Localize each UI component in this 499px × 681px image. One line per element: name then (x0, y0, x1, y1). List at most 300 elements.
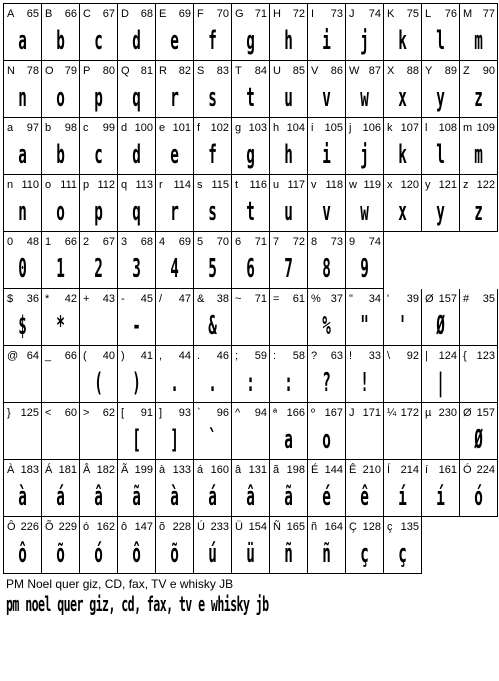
character-code: 133 (172, 464, 191, 476)
glyph-sample: % (322, 311, 331, 341)
glyph-sample: $ (18, 311, 27, 341)
character-label: ^ (235, 407, 241, 419)
glyph-sample: x (398, 197, 407, 227)
glyph-sample: á (208, 482, 217, 512)
glyph-cell (156, 289, 194, 346)
glyph-sample (392, 368, 412, 398)
glyph-header (311, 293, 343, 306)
glyph-cell (194, 460, 232, 517)
glyph-header (387, 464, 419, 477)
glyph-header (311, 407, 343, 420)
glyph-sample (392, 425, 412, 455)
character-label: N (7, 65, 15, 77)
character-code: 228 (172, 521, 191, 533)
glyph-sample: ã (132, 482, 141, 512)
glyph-sample (240, 425, 260, 455)
character-code: 120 (400, 179, 419, 191)
character-code: 108 (438, 122, 457, 134)
glyph-cell (270, 175, 308, 232)
glyph-cell (4, 346, 42, 403)
glyph-sample: v (322, 83, 331, 113)
glyph-cell (118, 460, 156, 517)
glyph-header (197, 464, 229, 477)
character-label: T (235, 65, 242, 77)
glyph-sample: 9 (360, 254, 369, 284)
glyph-cell (308, 460, 346, 517)
glyph-header (45, 65, 77, 78)
character-label: A (7, 8, 15, 20)
glyph-sample: á (56, 482, 65, 512)
glyph-row (4, 346, 498, 403)
character-label: m (463, 122, 473, 134)
glyph-cell (270, 118, 308, 175)
character-code: 71 (254, 293, 267, 305)
character-label: / (159, 293, 163, 305)
character-label: W (349, 65, 360, 77)
character-code: 74 (368, 236, 381, 248)
character-code: 122 (476, 179, 495, 191)
glyph-cell (460, 118, 498, 175)
glyph-header (197, 407, 229, 420)
glyph-cell (308, 118, 346, 175)
glyph-sample: p (94, 83, 103, 113)
character-label: á (197, 464, 204, 476)
glyph-header (121, 464, 153, 477)
glyph-cell (80, 460, 118, 517)
glyph-cell (4, 175, 42, 232)
glyph-header (311, 350, 343, 363)
character-label: 8 (311, 236, 318, 248)
glyph-header (425, 179, 457, 192)
character-code: 58 (292, 350, 305, 362)
character-label: ' (387, 293, 390, 305)
glyph-cell (194, 4, 232, 61)
character-label: | (425, 350, 428, 362)
glyph-cell (346, 289, 384, 346)
character-code: 135 (400, 521, 419, 533)
glyph-sample: & (208, 311, 217, 341)
character-code: 125 (20, 407, 39, 419)
character-label: g (235, 122, 242, 134)
character-label: 5 (197, 236, 204, 248)
character-code: 119 (363, 179, 381, 191)
glyph-cell (42, 403, 80, 460)
glyph-header (83, 236, 115, 249)
glyph-sample: k (398, 140, 407, 170)
glyph-cell (308, 289, 346, 346)
glyph-header (235, 122, 267, 135)
glyph-header (121, 179, 153, 192)
character-code: 224 (476, 464, 495, 476)
character-code: 39 (406, 293, 419, 305)
glyph-header (387, 350, 419, 363)
glyph-sample: ] (170, 425, 179, 455)
character-code: 86 (330, 65, 343, 77)
glyph-cell (194, 61, 232, 118)
glyph-sample: d (132, 26, 141, 56)
glyph-sample: b (56, 26, 65, 56)
glyph-sample: e (170, 140, 179, 170)
character-code: 75 (406, 8, 419, 20)
glyph-sample: : (284, 368, 293, 398)
character-label: F (197, 8, 204, 20)
glyph-row (4, 4, 498, 61)
glyph-sample (468, 311, 488, 341)
character-label: 3 (121, 236, 128, 248)
character-label: x (387, 179, 393, 191)
character-code: 88 (406, 65, 419, 77)
glyph-sample: 8 (322, 254, 331, 284)
character-code: 37 (330, 293, 343, 305)
character-code: 226 (20, 521, 39, 533)
glyph-cell (384, 61, 422, 118)
glyph-sample: w (360, 197, 369, 227)
glyph-cell (4, 289, 42, 346)
glyph-cell (270, 61, 308, 118)
character-code: 71 (254, 236, 267, 248)
glyph-sample: â (246, 482, 255, 512)
glyph-sample: l (436, 140, 445, 170)
glyph-cell (156, 232, 194, 289)
character-code: 85 (292, 65, 305, 77)
character-code: 64 (26, 350, 39, 362)
glyph-sample: a (18, 140, 27, 170)
character-label: Ü (235, 521, 243, 533)
glyph-header (273, 293, 305, 306)
glyph-header (349, 236, 381, 249)
character-code: 165 (286, 521, 305, 533)
character-code: 124 (438, 350, 457, 362)
glyph-header (273, 179, 305, 192)
character-label: i (311, 122, 314, 134)
glyph-header (83, 293, 115, 306)
glyph-cell (4, 61, 42, 118)
character-code: 47 (178, 293, 191, 305)
character-code: 229 (58, 521, 77, 533)
character-label: f (197, 122, 201, 134)
glyph-cell (232, 4, 270, 61)
character-label: ¼ (387, 407, 397, 419)
character-label: j (349, 122, 352, 134)
character-code: 171 (362, 407, 381, 419)
glyph-sample: y (436, 83, 445, 113)
character-code: 77 (482, 8, 495, 20)
character-label: J (349, 8, 355, 20)
character-label: ] (159, 407, 163, 419)
glyph-sample: q (132, 83, 141, 113)
glyph-header (121, 122, 153, 135)
glyph-sample: Ø (436, 311, 445, 341)
character-code: 97 (26, 122, 39, 134)
character-code: 65 (26, 8, 39, 20)
glyph-header (7, 521, 39, 534)
glyph-cell (80, 289, 118, 346)
glyph-cell (156, 403, 194, 460)
character-code: 160 (210, 464, 229, 476)
character-label: v (311, 179, 317, 191)
glyph-cell (156, 118, 194, 175)
character-label: Ú (197, 521, 205, 533)
glyph-header (7, 350, 39, 363)
character-code: 93 (178, 407, 191, 419)
character-code: 210 (362, 464, 381, 476)
glyph-sample: b (56, 140, 65, 170)
glyph-header (121, 8, 153, 21)
character-label: o (45, 179, 52, 191)
glyph-header (235, 521, 267, 534)
glyph-sample (50, 425, 70, 455)
character-label: } (7, 407, 11, 419)
glyph-cell (42, 232, 80, 289)
character-code: 100 (134, 122, 153, 134)
glyph-sample: 5 (208, 254, 217, 284)
glyph-sample: ) (132, 368, 141, 398)
character-label: { (463, 350, 467, 362)
character-code: 117 (287, 179, 305, 191)
character-code: 162 (96, 521, 115, 533)
character-code: 233 (210, 521, 229, 533)
glyph-header (311, 65, 343, 78)
glyph-header (311, 179, 343, 192)
character-label: V (311, 65, 319, 77)
glyph-header (121, 350, 153, 363)
character-label: a (7, 122, 14, 134)
character-code: 166 (286, 407, 305, 419)
character-code: 90 (482, 65, 495, 77)
character-code: 41 (140, 350, 153, 362)
character-label: ô (121, 521, 128, 533)
character-label: Â (83, 464, 91, 476)
glyph-sample: ç (360, 539, 369, 569)
glyph-sample: o (56, 197, 65, 227)
glyph-cell (422, 4, 460, 61)
character-label: E (159, 8, 167, 20)
character-label: ! (349, 350, 353, 362)
glyph-cell (346, 4, 384, 61)
glyph-header (45, 236, 77, 249)
glyph-sample: m (474, 140, 483, 170)
glyph-sample: : (246, 368, 255, 398)
glyph-cell (460, 61, 498, 118)
glyph-sample: x (398, 83, 407, 113)
glyph-header (425, 407, 457, 420)
glyph-cell (80, 403, 118, 460)
character-label: * (45, 293, 50, 305)
glyph-header (7, 407, 39, 420)
character-label: Ø (463, 407, 472, 419)
character-code: 63 (330, 350, 343, 362)
glyph-cell (118, 118, 156, 175)
glyph-cell (118, 403, 156, 460)
character-code: 81 (140, 65, 153, 77)
glyph-cell (42, 346, 80, 403)
glyph-cell (4, 460, 42, 517)
glyph-header (273, 8, 305, 21)
glyph-sample: . (170, 368, 179, 398)
character-code: 109 (476, 122, 495, 134)
character-label: s (197, 179, 203, 191)
sample-sentence: PM Noel quer giz, CD, fax, TV e whisky JB (6, 577, 234, 591)
glyph-sample: ü (246, 539, 255, 569)
character-label: µ (425, 407, 432, 419)
glyph-header (83, 65, 115, 78)
character-label: @ (7, 350, 19, 362)
glyph-row (4, 289, 498, 346)
glyph-header (197, 293, 229, 306)
glyph-sample (240, 311, 260, 341)
character-code: 73 (330, 8, 343, 20)
glyph-sample: ê (360, 482, 369, 512)
character-label: ó (83, 521, 90, 533)
character-label: í (425, 464, 429, 476)
glyph-sample: c (94, 26, 103, 56)
character-label: y (425, 179, 431, 191)
glyph-sample: n (18, 83, 27, 113)
glyph-cell (232, 517, 270, 574)
glyph-header (311, 236, 343, 249)
glyph-sample: ô (18, 539, 27, 569)
character-code: 60 (64, 407, 77, 419)
character-code: 69 (178, 236, 191, 248)
character-label: Ç (349, 521, 357, 533)
glyph-header (425, 65, 457, 78)
glyph-sample: r (170, 83, 179, 113)
character-label: Õ (45, 521, 54, 533)
glyph-sample: l (436, 26, 445, 56)
glyph-sample: n (18, 197, 27, 227)
glyph-sample: z (474, 83, 483, 113)
glyph-cell (42, 61, 80, 118)
character-label: ~ (235, 293, 242, 305)
glyph-cell (232, 232, 270, 289)
glyph-sample: j (360, 140, 369, 170)
glyph-cell (346, 175, 384, 232)
character-label: R (159, 65, 167, 77)
character-label: Í (387, 464, 391, 476)
glyph-header (159, 65, 191, 78)
character-label: k (387, 122, 393, 134)
glyph-sample: ó (94, 539, 103, 569)
glyph-sample: d (132, 140, 141, 170)
glyph-cell (194, 346, 232, 403)
glyph-sample: ? (322, 368, 331, 398)
character-code: 114 (173, 179, 191, 191)
character-label: 6 (235, 236, 242, 248)
character-code: 101 (172, 122, 191, 134)
glyph-header (273, 464, 305, 477)
glyph-cell (194, 232, 232, 289)
character-label: _ (45, 350, 52, 362)
glyph-header (7, 179, 39, 192)
glyph-cell (118, 61, 156, 118)
glyph-sample: i (322, 26, 331, 56)
glyph-cell (80, 61, 118, 118)
glyph-header (197, 521, 229, 534)
character-label: t (235, 179, 239, 191)
character-label: # (463, 293, 470, 305)
glyph-header (387, 293, 419, 306)
character-code: 110 (21, 179, 39, 191)
character-label: 9 (349, 236, 356, 248)
glyph-sample: Ø (474, 425, 483, 455)
glyph-header (273, 407, 305, 420)
glyph-sample: a (18, 26, 27, 56)
character-label: w (349, 179, 357, 191)
glyph-sample: 6 (246, 254, 255, 284)
character-code: 182 (96, 464, 115, 476)
glyph-cell (270, 346, 308, 403)
glyph-header (273, 122, 305, 135)
character-label: 4 (159, 236, 166, 248)
character-label: , (159, 350, 163, 362)
glyph-header (273, 350, 305, 363)
glyph-cell (42, 118, 80, 175)
glyph-sample: h (284, 140, 293, 170)
glyph-header (45, 407, 77, 420)
character-code: 106 (362, 122, 381, 134)
glyph-sample: r (170, 197, 179, 227)
glyph-cell (156, 346, 194, 403)
character-code: 78 (26, 65, 39, 77)
character-label: L (425, 8, 432, 20)
glyph-cell (156, 4, 194, 61)
glyph-cell (232, 175, 270, 232)
glyph-cell (460, 289, 498, 346)
character-label: É (311, 464, 319, 476)
glyph-cell (80, 517, 118, 574)
glyph-cell (346, 517, 384, 574)
glyph-cell (384, 175, 422, 232)
glyph-cell (308, 4, 346, 61)
glyph-sample: ç (398, 539, 407, 569)
character-code: 83 (216, 65, 229, 77)
character-code: 84 (254, 65, 267, 77)
glyph-header (311, 464, 343, 477)
glyph-row (4, 232, 498, 289)
character-code: 102 (210, 122, 229, 134)
character-code: 59 (254, 350, 267, 362)
glyph-header (159, 8, 191, 21)
glyph-cell (118, 175, 156, 232)
glyph-row (4, 460, 498, 517)
glyph-header (235, 8, 267, 21)
character-code: 70 (216, 8, 229, 20)
glyph-header (197, 236, 229, 249)
glyph-header (121, 65, 153, 78)
character-label: B (45, 8, 53, 20)
character-label: 1 (45, 236, 52, 248)
glyph-cell (118, 4, 156, 61)
glyph-header (45, 293, 77, 306)
glyph-cell (346, 118, 384, 175)
glyph-cell (232, 403, 270, 460)
glyph-cell (4, 118, 42, 175)
glyph-cell (384, 517, 422, 574)
glyph-sample: o (322, 425, 331, 455)
glyph-sample: o (56, 83, 65, 113)
glyph-sample: s (208, 83, 217, 113)
character-label: G (235, 8, 244, 20)
glyph-cell (194, 517, 232, 574)
character-label: d (121, 122, 128, 134)
character-label: º (311, 407, 316, 419)
character-code: 73 (330, 236, 343, 248)
glyph-header (273, 65, 305, 78)
character-code: 66 (64, 350, 77, 362)
character-label: ` (197, 407, 201, 419)
character-label: Z (463, 65, 470, 77)
character-label: õ (159, 521, 166, 533)
